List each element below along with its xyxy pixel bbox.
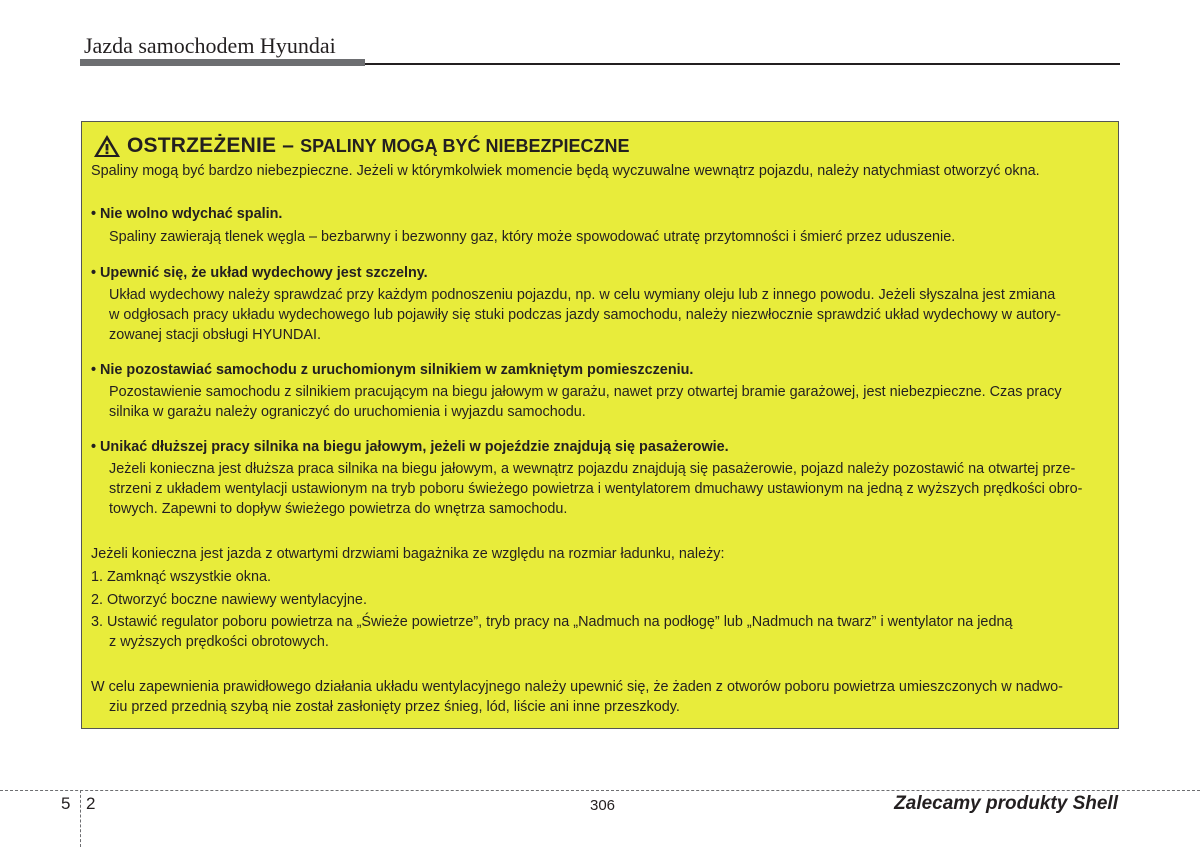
closing-text: W celu zapewnienia prawidłowego działania układu wentylacyjnego należy upewnić się, że żaden z otworów poboru powietrza umieszczonych w nadwo- [91,679,1063,695]
bullet-heading: • Nie pozostawiać samochodu z uruchomionym silnikiem w zamkniętym pomieszczeniu. [91,362,694,378]
trunk-intro: Jeżeli konieczna jest jazda z otwartymi drzwiami bagażnika ze względu na rozmiar ładunku, należy: [91,546,725,562]
footer-dashed-rule [0,790,1200,791]
bullet-heading: • Upewnić się, że układ wydechowy jest szczelny. [91,265,428,281]
step-item: 3. Ustawić regulator poboru powietrza na „Świeże powietrze”, tryb pracy na „Nadmuch na podłogę” lub „Nadmuch na twarz” i wentylator na jedną [91,614,1013,630]
warning-subtitle: SPALINY MOGĄ BYĆ NIEBEZPIECZNE [300,135,630,156]
bullet-text: Spaliny zawierają tlenek węgla – bezbarwny i bezwonny gaz, który może spowodować utratę przytomności i śmierć przez uduszenie. [109,229,956,245]
section-number: 5 [61,794,71,813]
bullet-heading: • Unikać dłuższej pracy silnika na biegu jałowym, jeżeli w pojeździe znajdują się pasażerowie. [91,439,729,455]
warning-triangle-icon [93,134,121,158]
section-page-number: 2 [86,794,96,813]
page-number: 306 [590,797,616,814]
warning-box [81,121,1119,729]
closing-text: ziu przed przednią szybą nie został zasłonięty przez śnieg, lód, liście ani inne przeszkody. [109,699,680,715]
header-rule [365,63,1120,65]
bullet-text: strzeni z układem wentylacji ustawionym na tryb poboru świeżego powietrza i wentylatorem dmuchawy ustawionym na jedną z wyższych prędkości obro- [109,481,1083,497]
step-item: 2. Otworzyć boczne nawiewy wentylacyjne. [91,592,367,608]
warning-title: OSTRZEŻENIE – [127,134,295,157]
step-item: 1. Zamknąć wszystkie okna. [91,569,271,585]
bullet-text: Pozostawienie samochodu z silnikiem pracującym na biegu jałowym w garażu, nawet przy otwartej bramie garażowej, jest niebezpieczne. Czas pracy [109,384,1062,400]
page-header-title: Jazda samochodem Hyundai [84,33,336,58]
bullet-text: w odgłosach pracy układu wydechowego lub pojawiły się stuki podczas jazdy samochodu, należy niezwłocznie sprawdzić układ wydechowy w autory- [109,307,1061,323]
bullet-text: Jeżeli konieczna jest dłuższa praca silnika na biegu jałowym, a wewnątrz pojazdu znajdują się pasażerowie, pojazd należy pozostawić na otwartej prze- [109,461,1076,477]
bullet-text: towych. Zapewni to dopływ świeżego powietrza do wnętrza samochodu. [109,501,568,517]
step-item-continued: z wyższych prędkości obrotowych. [109,634,329,650]
bullet-text: Układ wydechowy należy sprawdzać przy każdym podnoszeniu pojazdu, np. w celu wymiany oleju lub z innego powodu. Jeżeli słyszalna jest zmiana [109,287,1056,303]
bullet-heading: • Nie wolno wdychać spalin. [91,206,283,222]
warning-intro: Spaliny mogą być bardzo niebezpieczne. Jeżeli w którymkolwiek momencie będą wyczuwalne wewnątrz pojazdu, należy natychmiast otworzyć okna. [91,163,1040,179]
footer-dashed-divider [80,790,81,847]
header-accent-bar [80,59,365,66]
warning-heading [93,134,630,158]
bullet-text: zowanej stacji obsługi HYUNDAI. [109,327,321,343]
bullet-text: silnika w garażu należy ograniczyć do uruchomienia i wyjazdu samochodu. [109,404,586,420]
footer-slogan: Zalecamy produkty Shell [894,793,1118,814]
